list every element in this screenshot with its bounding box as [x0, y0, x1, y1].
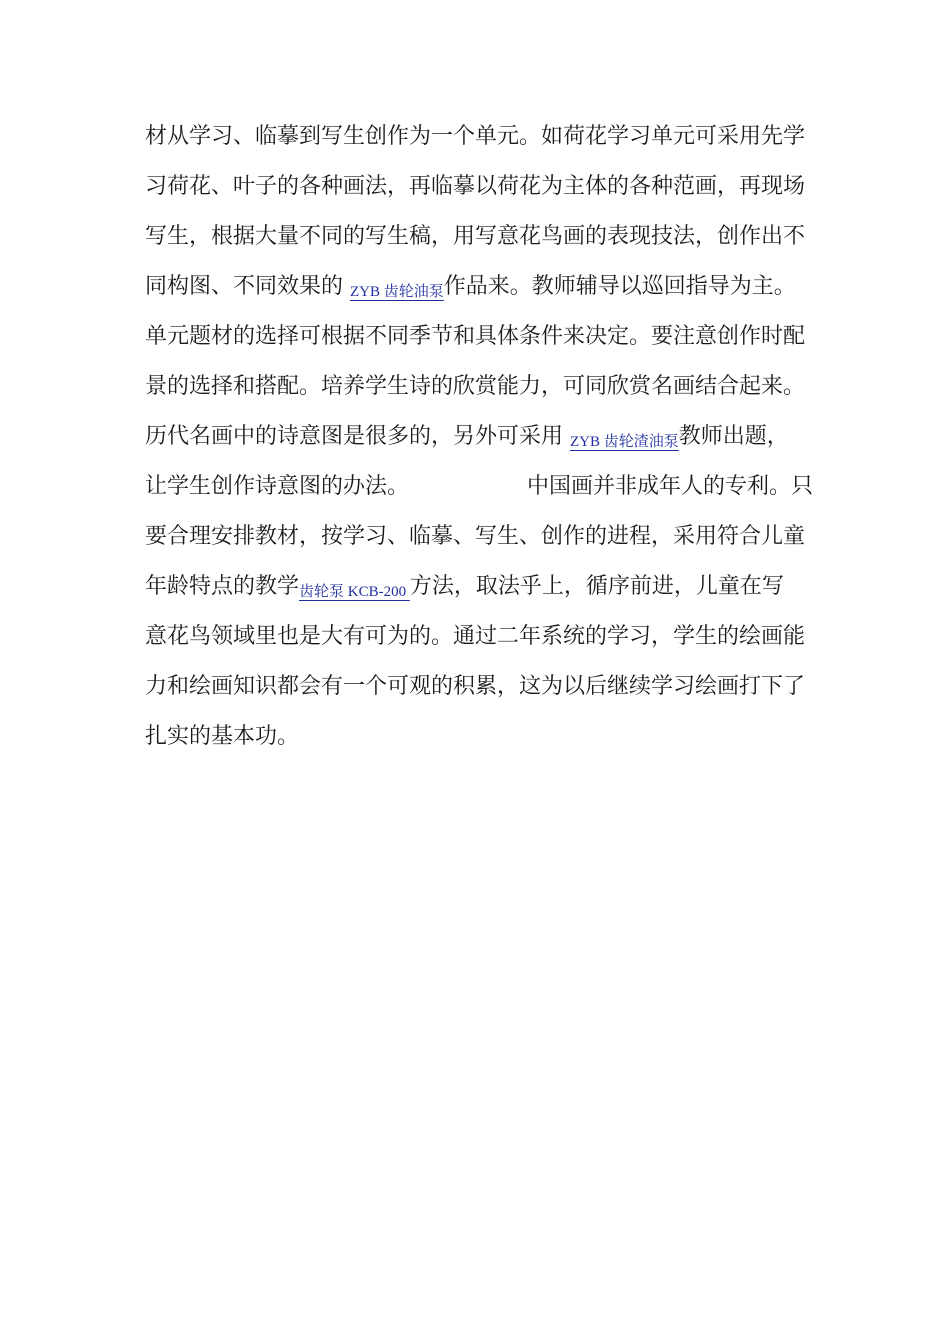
text-line [145, 412, 789, 462]
line-text: 意花鸟领域里也是大有可为的。通过二年系统的学习，学生的绘画能 [145, 624, 806, 649]
line-text: 材从学习、临摹到写生创作为一个单元。如荷花学习单元可采用先学 [145, 124, 806, 149]
text-line [145, 562, 784, 612]
kcb-200-gear-pump-link[interactable]: 齿轮泵 KCB-200 [299, 584, 410, 600]
text-line [145, 112, 805, 162]
text-line [145, 612, 805, 662]
text-line [145, 312, 805, 362]
line-text: 习荷花、叶子的各种画法，再临摹以荷花为主体的各种范画，再现场 [145, 174, 806, 199]
line-text: 扎实的基本功。 [145, 724, 300, 749]
line-text: 单元题材的选择可根据不同季节和具体条件来决定。要注意创作时配 [145, 324, 806, 349]
line-text: 年龄特点的教学 [145, 574, 300, 599]
line-text: 要合理安排教材，按学习、临摹、写生、创作的进程，采用符合儿童 [145, 524, 806, 549]
zyb-gear-oil-pump-link[interactable]: ZYB 齿轮油泵 [350, 284, 444, 300]
line-text: 让学生创作诗意图的办法。 [145, 474, 410, 499]
line-text: 中国画并非成年人的专利。只 [527, 474, 814, 499]
line-text: 历代名画中的诗意图是很多的，另外可采用 [145, 424, 570, 449]
text-line [145, 512, 805, 562]
line-text: 方法，取法乎上，循序前进，儿童在写 [409, 574, 784, 599]
line-text: 景的选择和搭配。培养学生诗的欣赏能力，可同欣赏名画结合起来。 [145, 374, 806, 399]
text-line [145, 362, 805, 412]
line-text: 写生，根据大量不同的写生稿，用写意花鸟画的表现技法，创作出不 [145, 224, 806, 249]
text-line [145, 662, 805, 712]
line-text: 力和绘画知识都会有一个可观的积累，这为以后继续学习绘画打下了 [145, 674, 806, 699]
text-line [145, 212, 805, 262]
text-line [145, 462, 813, 512]
line-text: 作品来。教师辅导以巡回指导为主。 [443, 274, 796, 299]
line-text: 教师出题， [678, 424, 789, 449]
line-text: 同构图、不同效果的 [145, 274, 350, 299]
text-line [145, 712, 299, 762]
zyb-gear-residue-oil-pump-link[interactable]: ZYB 齿轮渣油泵 [570, 434, 679, 450]
text-line [145, 262, 796, 312]
text-line [145, 162, 805, 212]
